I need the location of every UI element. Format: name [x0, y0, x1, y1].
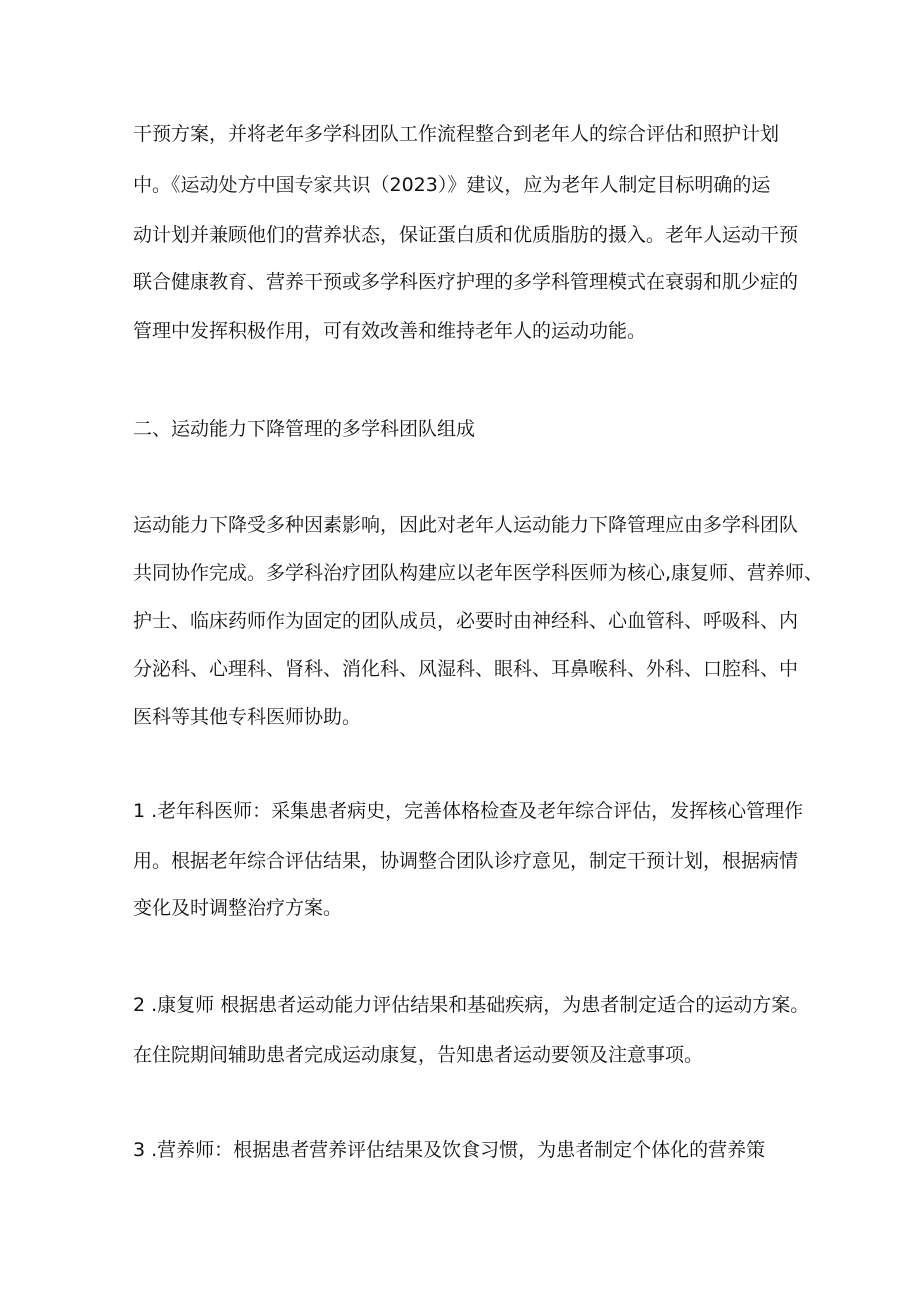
text-line: 联合健康教育、营养干预或多学科医疗护理的多学科管理模式在衰弱和肌少症的	[133, 271, 799, 293]
text-line: 运动能力下降受多种因素影响，因此对老年人运动能力下降管理应由多学科团队	[133, 514, 799, 536]
text-line: 变化及时调整治疗方案。	[133, 897, 343, 919]
text-line: 1 .老年科医师：采集患者病史，完善体格检查及老年综合评估，发挥核心管理作	[133, 800, 804, 822]
text-line: 在住院期间辅助患者完成运动康复，告知患者运动要领及注意事项。	[133, 1044, 704, 1066]
text-line: 分泌科、心理科、肾科、消化科、风湿科、眼科、耳鼻喉科、外科、口腔科、中	[133, 658, 799, 680]
text-line: 医科等其他专科医师协助。	[133, 706, 362, 728]
text-line: 管理中发挥积极作用，可有效改善和维持老年人的运动功能。	[133, 320, 647, 342]
text-line: 护士、临床药师作为固定的团队成员，必要时由神经科、心血管科、呼吸科、内	[133, 610, 799, 632]
section-heading: 二、运动能力下降管理的多学科团队组成	[133, 418, 476, 440]
text-line: 用。根据老年综合评估结果，协调整合团队诊疗意见，制定干预计划，根据病情	[133, 850, 799, 872]
text-line: 中。《运动处方中国专家共识（2023）》建议，应为老年人制定目标明确的运	[133, 174, 771, 196]
text-line: 动计划并兼顾他们的营养状态，保证蛋白质和优质脂肪的摄入。老年人运动干预	[133, 224, 799, 246]
text-line: 共同协作完成。多学科治疗团队构建应以老年医学科医师为核心,康复师、营养师、	[133, 562, 824, 584]
text-line: 干预方案，并将老年多学科团队工作流程整合到老年人的综合评估和照护计划	[133, 123, 780, 145]
text-line: 2 .康复师 根据患者运动能力评估结果和基础疾病，为患者制定适合的运动方案。	[133, 994, 810, 1016]
text-line: 3 .营养师：根据患者营养评估结果及饮食习惯，为患者制定个体化的营养策	[133, 1139, 766, 1161]
